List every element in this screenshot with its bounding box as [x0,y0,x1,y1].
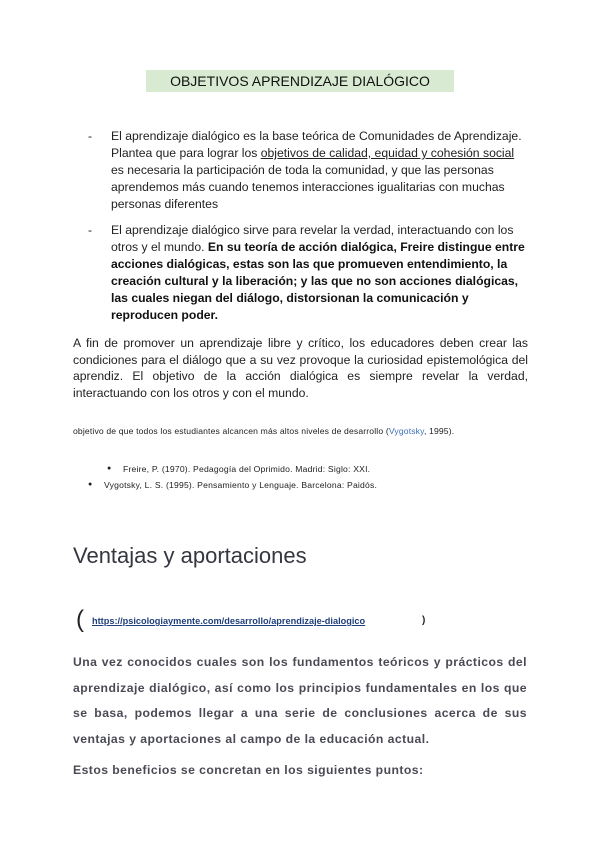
text-span: El aprendizaje dialógico sirve para revelar la verdad, interactuando con los otros y el mundo. [111,223,514,254]
underlined-text: objetivos de calidad, equidad y cohesión social [260,146,515,160]
text-span: El aprendizaje dialógico es la base teórica de Comunidades de Aprendizaje. Plantea que para lograr los [111,129,522,160]
reference-item [107,463,507,475]
reference-text: Vygotsky, L. S. (1995). Pensamiento y Lenguaje. Barcelona: Paidós. [104,480,378,490]
bold-paragraph: Una vez conocidos cuales son los fundamentos teóricos y prácticos del aprendizaje dialógico, así como los principios fundamentales en los que se basa, podemos llegar a una serie de conclusiones acerca de sus ventajas y aportaciones al campo de la educación actual. [73,655,527,746]
list-item-reveal-truth [88,222,528,324]
list-item-text [111,222,528,324]
bold-intro-line: Estos beneficios se concretan en los siguientes puntos: [73,763,424,777]
reference-text: Freire, P. (1970). Pedagogía del Oprimido. Madrid: Siglo: XXI. [123,464,371,474]
bullet-icon: ● [88,481,93,488]
body-paragraph: A fin de promover un aprendizaje libre y crítico, los educadores deben crear las condiciones para el diálogo que a su vez provoque la curiosidad epistemológica del aprendiz. El objetivo de la acción dialógica es siempre revelar la verdad, interactuando con los otros y con el mundo. [73,336,528,400]
close-paren: ) [422,615,426,626]
open-paren: ( [76,606,84,633]
citation-text: objetivo de que todos los estudiantes alcancen más altos niveles de desarrollo ( [73,426,389,436]
list-item-dialogic-base [88,128,528,214]
citation-line [73,425,543,437]
bullet-icon: ● [107,465,112,472]
text-span: es necesaria la participación de toda la comunidad, y que las personas aprendemos más cuando tenemos interacciones igualitarias con muchas personas diferentes [111,163,505,211]
citation-text: , 1995). [423,426,455,436]
dash-bullet: - [88,223,93,237]
list-item-text [111,128,528,213]
document-title: OBJETIVOS APRENDIZAJE DIALÓGICO [146,70,454,92]
citation-link[interactable]: Vygotsky [388,426,424,436]
source-link[interactable]: https://psicologiaymente.com/desarrollo/aprendizaje-dialogico [92,616,366,626]
bold-text: En su teoría de acción dialógica, Freire distingue entre acciones dialógicas, estas son las que promueven entendimiento, la creación cultural y la liberación; y las que no son acciones dialógicas, las cuales niegan del diálogo, distorsionan la comunicación y reproducen poder. [111,240,525,322]
dash-bullet: - [88,129,93,143]
section-heading: Ventajas y aportaciones [73,543,307,568]
reference-item [88,479,488,491]
